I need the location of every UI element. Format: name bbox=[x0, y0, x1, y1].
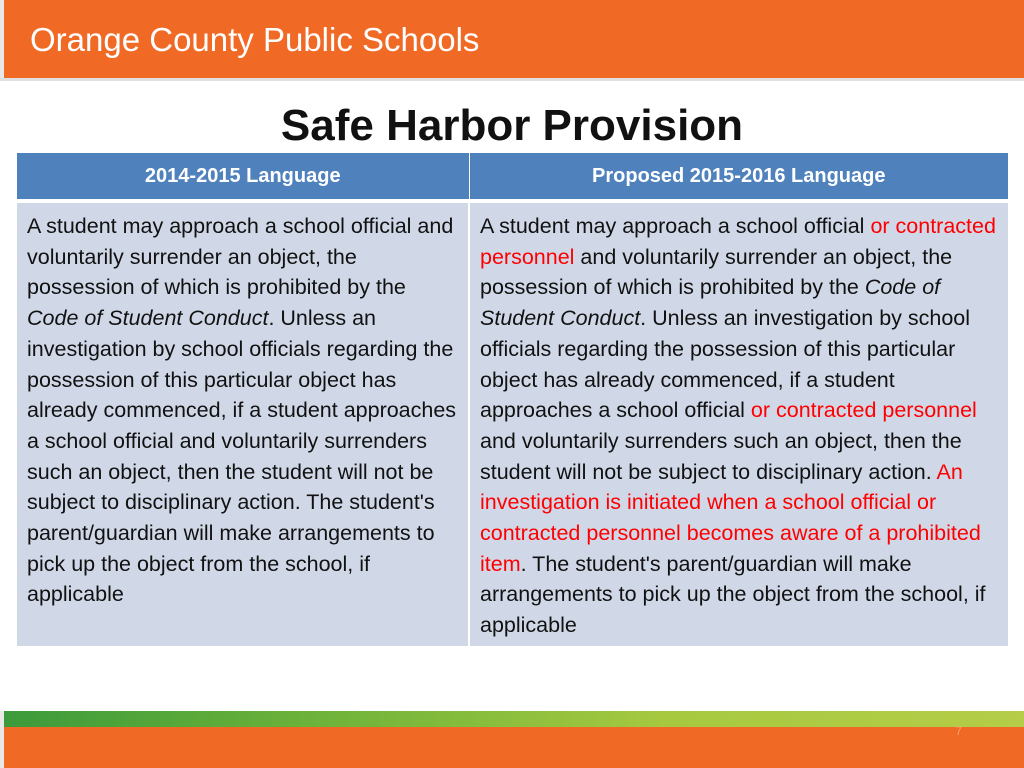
table-row bbox=[17, 203, 1008, 646]
table-header-row bbox=[17, 153, 1008, 199]
footer-stripe bbox=[0, 711, 1024, 727]
comparison-table bbox=[17, 153, 1008, 646]
page-number: 7 bbox=[955, 724, 962, 738]
proposed-text: and voluntarily surrender an object, the possession of which is prohibited by the bbox=[480, 244, 953, 300]
added-text: or contracted personnel bbox=[750, 398, 977, 423]
code-of-conduct-reference: Code of Student Conduct bbox=[480, 275, 941, 331]
proposed-text: . The student's parent/guardian will make arrangements to pick up the object from the school, if applicable bbox=[480, 551, 986, 638]
code-of-conduct-reference: Code of Student Conduct bbox=[27, 306, 269, 331]
footer-edge bbox=[0, 711, 4, 768]
proposed-text: A student may approach a school official bbox=[480, 214, 871, 238]
current-language-cell bbox=[17, 203, 469, 646]
brand-title: Orange County Public Schools bbox=[30, 21, 480, 58]
slide-title: Safe Harbor Provision bbox=[280, 101, 744, 150]
proposed-language-cell bbox=[469, 203, 1008, 646]
column-header-current: 2014-2015 Language bbox=[17, 153, 469, 199]
footer-bar bbox=[0, 727, 1024, 768]
added-text: or contracted personnel bbox=[480, 214, 996, 269]
header-edge bbox=[0, 0, 4, 78]
proposed-text: . Unless an investigation by school officials regarding the possession of this particular object has already commenced, if a student approaches a school official bbox=[480, 306, 971, 423]
added-text: An investigation is initiated when a school official or contracted personnel becomes aware of a prohibited item bbox=[480, 459, 981, 576]
current-text: . Unless an investigation by school officials regarding the possession of this particular object has already commenced, if a student approaches a school official and voluntarily surrenders such an object, then the student will not be subject to disciplinary action. The student's parent/guardian will make arrangements to pick up the object from the school, if applicable bbox=[27, 306, 457, 607]
column-header-proposed: Proposed 2015-2016 Language bbox=[469, 153, 1008, 199]
header-bar bbox=[0, 0, 1024, 81]
current-text: A student may approach a school official and voluntarily surrender an object, the possession of which is prohibited by the bbox=[27, 214, 454, 300]
proposed-text: and voluntarily surrenders such an object, then the student will not be subject to disciplinary action. bbox=[480, 428, 962, 484]
